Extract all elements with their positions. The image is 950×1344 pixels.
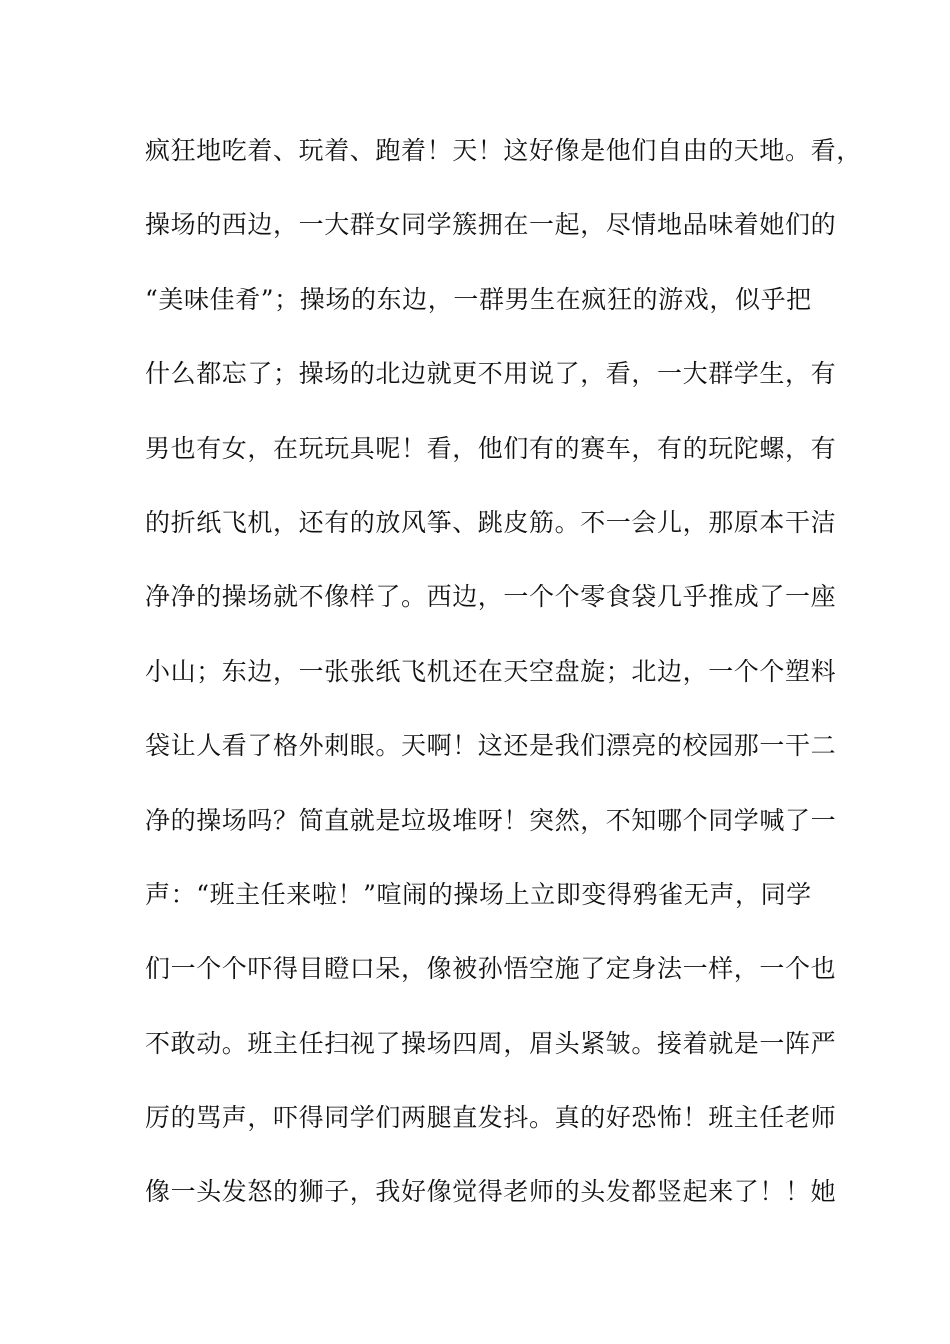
text-line: 像一头发怒的狮子，我好像觉得老师的头发都竖起来了！！她 <box>145 1177 837 1207</box>
text-line: 疯狂地吃着、玩着、跑着！天！这好像是他们自由的天地。看， <box>145 136 862 165</box>
body-text <box>145 131 862 1247</box>
text-line: 们一个个吓得目瞪口呆，像被孙悟空施了定身法一样，一个也 <box>145 954 837 984</box>
text-line: 净净的操场就不像样了。西边，一个个零食袋几乎推成了一座 <box>145 582 837 612</box>
text-line: 操场的西边，一大群女同学簇拥在一起，尽情地品味着她们的 <box>145 210 837 240</box>
text-line: 厉的骂声，吓得同学们两腿直发抖。真的好恐怖！班主任老师 <box>145 1103 837 1133</box>
text-line: 的折纸飞机，还有的放风筝、跳皮筋。不一会儿，那原本干洁 <box>145 507 837 537</box>
text-line: 袋让人看了格外刺眼。天啊！这还是我们漂亮的校园那一干二 <box>145 731 837 761</box>
text-line: 净的操场吗？简直就是垃圾堆呀！突然，不知哪个同学喊了一 <box>145 805 837 835</box>
text-line: 声：“班主任来啦！”喧闹的操场上立即变得鸦雀无声，同学 <box>145 879 812 909</box>
text-line: 什么都忘了；操场的北边就更不用说了，看，一大群学生，有 <box>145 359 837 389</box>
text-line: 小山；东边，一张张纸飞机还在天空盘旋；北边，一个个塑料 <box>145 656 837 686</box>
text-line: “美味佳肴”；操场的东边，一群男生在疯狂的游戏，似乎把 <box>145 284 812 314</box>
text-line: 男也有女，在玩玩具呢！看，他们有的赛车，有的玩陀螺，有 <box>145 433 837 463</box>
text-line: 不敢动。班主任扫视了操场四周，眉头紧皱。接着就是一阵严 <box>145 1028 837 1058</box>
